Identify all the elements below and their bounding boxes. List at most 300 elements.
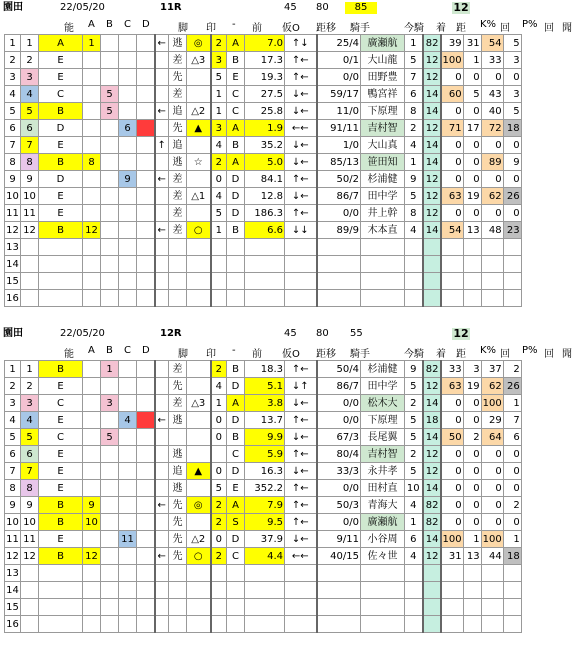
column-header: P% [522,19,538,30]
cell-d [137,154,155,171]
cell-jock [361,582,405,599]
table-row[interactable] [5,565,522,582]
cell-pp: 89 [481,154,503,171]
cell-d [137,86,155,103]
cell-leg: 差 [169,222,187,239]
table-row[interactable] [5,531,522,548]
cell-odds: 84.1 [245,171,285,188]
cell-p [211,446,227,463]
cell-a [83,565,101,582]
cell-h: 11 [21,531,39,548]
cell-n: 13 [5,565,21,582]
cell-dist: 14 [423,86,441,103]
table-row[interactable] [5,205,522,222]
cell-n: 12 [5,548,21,565]
cell-p: 2 [211,514,227,531]
cell-kai [463,256,481,273]
cell-b [101,273,119,290]
cell-fin: 1 [405,514,423,531]
cell-trend [285,290,317,307]
cell-h: 4 [21,412,39,429]
cell-c [119,582,137,599]
cell-kai2: 26 [503,188,521,205]
cell-n: 11 [5,205,21,222]
cell-rec [317,273,361,290]
table-row[interactable] [5,582,522,599]
cell-trend: ↑← [285,446,317,463]
cell-rec [317,582,361,599]
cell-c [119,256,137,273]
table-row[interactable] [5,290,522,307]
cell-kai2 [503,273,521,290]
cell-pr: E [227,69,245,86]
cell-k: 0 [441,446,464,463]
cell-p: 0 [211,463,227,480]
cell-kai2: 0 [503,137,521,154]
table-row[interactable] [5,69,522,86]
stat-3: 55 [350,328,363,339]
cell-c [119,35,137,52]
cell-kai: 0 [463,395,481,412]
cell-c [119,378,137,395]
cell-kai: 19 [463,378,481,395]
cell-kai: 0 [463,463,481,480]
cell-rec: 50/3 [317,497,361,514]
table-row[interactable] [5,446,522,463]
cell-p: 2 [211,154,227,171]
table-row[interactable] [5,412,522,429]
cell-p: 2 [211,548,227,565]
cell-d [137,616,155,633]
cell-pr: S [227,514,245,531]
cell-kai [463,239,481,256]
cell-kai2: 0 [503,171,521,188]
table-row[interactable] [5,497,522,514]
cell-kai2: 1 [503,395,521,412]
cell-trend: ↑← [285,69,317,86]
column-header: 能 [64,349,74,360]
table-row[interactable] [5,429,522,446]
cell-p: 2 [211,497,227,514]
cell-mark [187,446,211,463]
race-panel-11r [0,0,578,324]
cell-k: 0 [441,171,464,188]
cell-jock: 田中学 [361,188,405,205]
cell-d [137,565,155,582]
cell-odds [245,239,285,256]
cell-dist: 12 [423,188,441,205]
column-header: A [88,19,95,30]
cell-dist [423,616,441,633]
cell-d [137,446,155,463]
cell-trend: ↓← [285,137,317,154]
cell-trend: ↓↓ [285,222,317,239]
cell-odds: 5.9 [245,446,285,463]
cell-p: 1 [211,222,227,239]
cell-pp: 62 [481,188,503,205]
cell-a [83,171,101,188]
column-header: 回 [544,23,554,34]
cell-c [119,205,137,222]
cell-kai2 [503,256,521,273]
cell-abil: B [39,222,83,239]
cell-a [83,480,101,497]
cell-pr: A [227,35,245,52]
table-row[interactable] [5,222,522,239]
cell-rec [317,616,361,633]
table-row[interactable] [5,548,522,565]
table-row[interactable] [5,463,522,480]
cell-d [137,378,155,395]
column-header: D [142,345,150,356]
cell-trend [285,273,317,290]
cell-k: 0 [441,154,464,171]
cell-abil: B [39,154,83,171]
cell-n: 5 [5,429,21,446]
cell-trend: ↑← [285,412,317,429]
column-header: 距移 [316,23,336,34]
cell-leg: 差 [169,171,187,188]
cell-arrow [155,361,169,378]
table-row[interactable] [5,188,522,205]
cell-n: 5 [5,103,21,120]
cell-trend [285,565,317,582]
cell-p: 5 [211,69,227,86]
cell-pr: A [227,120,245,137]
cell-kai2: 9 [503,154,521,171]
cell-fin: 5 [405,378,423,395]
cell-p: 4 [211,378,227,395]
cell-mark: ▲ [187,463,211,480]
cell-fin: 8 [405,103,423,120]
cell-k [441,565,464,582]
cell-dist: 82 [423,514,441,531]
cell-a: 10 [83,514,101,531]
cell-mark [187,429,211,446]
cell-arrow [155,446,169,463]
cell-odds [245,565,285,582]
cell-c [119,103,137,120]
cell-leg [169,273,187,290]
cell-a: 12 [83,548,101,565]
cell-pr [227,290,245,307]
cell-kai: 0 [463,171,481,188]
cell-d [137,599,155,616]
cell-pp: 0 [481,446,503,463]
cell-leg [169,616,187,633]
table-row[interactable] [5,154,522,171]
table-row[interactable] [5,395,522,412]
cell-b [101,205,119,222]
cell-kai2: 1 [503,531,521,548]
column-header: 回 [544,349,554,360]
cell-mark [187,273,211,290]
cell-h: 9 [21,171,39,188]
column-header: 能 [64,23,74,34]
table-row[interactable] [5,120,522,137]
cell-c [119,86,137,103]
cell-trend [285,582,317,599]
table-row[interactable] [5,616,522,633]
cell-c [119,239,137,256]
table-row[interactable] [5,273,522,290]
cell-d [137,188,155,205]
cell-mark [187,582,211,599]
cell-a [83,256,101,273]
cell-abil: B [39,514,83,531]
cell-leg: 先 [169,69,187,86]
cell-trend: ↑← [285,205,317,222]
table-row[interactable] [5,256,522,273]
cell-odds: 37.9 [245,531,285,548]
table-row[interactable] [5,52,522,69]
cell-d [137,514,155,531]
cell-leg: 逃 [169,154,187,171]
cell-pr: C [227,103,245,120]
cell-mark [187,137,211,154]
table-row[interactable] [5,103,522,120]
cell-fin: 4 [405,548,423,565]
cell-a [83,446,101,463]
table-row[interactable] [5,171,522,188]
cell-trend: ↓← [285,463,317,480]
table-row[interactable] [5,599,522,616]
cell-leg [169,239,187,256]
cell-trend: ↓← [285,188,317,205]
cell-pp [481,256,503,273]
cell-dist: 12 [423,446,441,463]
cell-rec: 67/3 [317,429,361,446]
cell-trend: ↓← [285,429,317,446]
cell-n: 3 [5,395,21,412]
cell-pr: C [227,86,245,103]
cell-kai [463,290,481,307]
column-header: 仮O [282,23,300,34]
cell-dist: 14 [423,531,441,548]
cell-d [137,205,155,222]
cell-k [441,290,464,307]
cell-arrow [155,205,169,222]
cell-p [211,565,227,582]
cell-odds: 13.7 [245,412,285,429]
cell-kai: 2 [463,429,481,446]
cell-c: 4 [119,412,137,429]
cell-h [21,582,39,599]
cell-pp [481,616,503,633]
cell-arrow: ← [155,171,169,188]
table-row[interactable] [5,514,522,531]
cell-h [21,273,39,290]
cell-b [101,565,119,582]
cell-abil [39,290,83,307]
cell-dist: 14 [423,103,441,120]
cell-rec: 0/0 [317,205,361,222]
cell-dist: 12 [423,463,441,480]
cell-pr: A [227,154,245,171]
cell-b [101,616,119,633]
cell-leg: 差 [169,205,187,222]
cell-dist: 12 [423,378,441,395]
cell-k [441,273,464,290]
cell-n: 1 [5,35,21,52]
cell-fin: 5 [405,463,423,480]
cell-a [83,120,101,137]
cell-h: 8 [21,480,39,497]
cell-abil [39,256,83,273]
cell-a [83,463,101,480]
cell-k [441,616,464,633]
column-header: 着 [436,23,446,34]
runner-count: 12 [453,1,469,14]
cell-kai2: 0 [503,205,521,222]
cell-mark: △2 [187,103,211,120]
cell-p: 0 [211,429,227,446]
cell-pp: 0 [481,69,503,86]
cell-b [101,514,119,531]
cell-rec: 50/4 [317,361,361,378]
cell-abil: E [39,531,83,548]
cell-rec: 0/0 [317,514,361,531]
cell-abil: E [39,52,83,69]
cell-n: 15 [5,273,21,290]
cell-c [119,565,137,582]
cell-b [101,137,119,154]
table-row[interactable] [5,480,522,497]
cell-pr: A [227,395,245,412]
cell-a: 8 [83,154,101,171]
cell-c [119,290,137,307]
cell-dist: 12 [423,120,441,137]
cell-odds: 17.3 [245,52,285,69]
cell-mark: △3 [187,52,211,69]
cell-leg: 逃 [169,35,187,52]
cell-k: 50 [441,429,464,446]
cell-odds: 9.5 [245,514,285,531]
cell-p: 2 [211,35,227,52]
cell-h: 5 [21,103,39,120]
cell-h [21,565,39,582]
cell-abil: E [39,463,83,480]
cell-a [83,531,101,548]
table-row[interactable] [5,239,522,256]
cell-pr: B [227,222,245,239]
cell-odds [245,582,285,599]
cell-p [211,599,227,616]
cell-kai2 [503,565,521,582]
cell-n: 12 [5,222,21,239]
column-header: 前 [252,349,262,360]
cell-pr: D [227,188,245,205]
column-header: 着 [436,349,446,360]
cell-dist: 12 [423,205,441,222]
cell-kai: 0 [463,480,481,497]
column-header: 印 [206,349,216,360]
cell-mark: △2 [187,531,211,548]
cell-kai2: 18 [503,548,521,565]
cell-n: 4 [5,86,21,103]
cell-b [101,188,119,205]
cell-c [119,463,137,480]
cell-c: 11 [119,531,137,548]
cell-rec: 25/4 [317,35,361,52]
cell-leg [169,290,187,307]
cell-mark [187,290,211,307]
cell-jock: 笹田知 [361,154,405,171]
column-header: 今騎 [404,23,424,34]
cell-jock: 井上幹 [361,205,405,222]
cell-rec: 89/9 [317,222,361,239]
table-row[interactable] [5,378,522,395]
cell-mark: ◎ [187,497,211,514]
stat-2: 80 [316,2,329,13]
venue-label: 園田 [3,328,23,339]
cell-abil: E [39,378,83,395]
cell-rec [317,256,361,273]
cell-kai [463,565,481,582]
cell-odds [245,256,285,273]
cell-p: 0 [211,531,227,548]
cell-h: 11 [21,205,39,222]
table-row[interactable] [5,35,522,52]
cell-pp: 0 [481,463,503,480]
cell-odds: 35.2 [245,137,285,154]
cell-d [137,548,155,565]
cell-pp: 0 [481,514,503,531]
cell-jock: 佐々世 [361,548,405,565]
cell-abil: E [39,137,83,154]
cell-arrow [155,616,169,633]
cell-kai2: 2 [503,361,521,378]
cell-fin: 5 [405,412,423,429]
cell-fin: 5 [405,429,423,446]
cell-rec: 80/4 [317,446,361,463]
cell-kai2: 18 [503,120,521,137]
table-row[interactable] [5,361,522,378]
cell-arrow [155,86,169,103]
cell-dist: 14 [423,429,441,446]
cell-abil: E [39,188,83,205]
cell-d [137,463,155,480]
cell-d [137,361,155,378]
cell-fin: 5 [405,52,423,69]
cell-odds: 352.2 [245,480,285,497]
cell-trend: ↑← [285,52,317,69]
cell-c [119,616,137,633]
cell-kai: 3 [463,361,481,378]
cell-jock: 小谷周 [361,531,405,548]
cell-kai: 0 [463,154,481,171]
table-row[interactable] [5,137,522,154]
cell-trend: ↓↑ [285,378,317,395]
cell-kai: 0 [463,514,481,531]
cell-h: 7 [21,137,39,154]
cell-fin: 8 [405,205,423,222]
cell-jock: 木本直 [361,222,405,239]
cell-mark [187,599,211,616]
cell-d [137,531,155,548]
cell-a [83,69,101,86]
cell-pp: 72 [481,120,503,137]
cell-trend [285,599,317,616]
cell-pr: D [227,412,245,429]
cell-c [119,154,137,171]
cell-arrow [155,52,169,69]
cell-dist [423,290,441,307]
table-row[interactable] [5,86,522,103]
cell-d [137,171,155,188]
cell-n: 8 [5,480,21,497]
cell-k: 71 [441,120,464,137]
